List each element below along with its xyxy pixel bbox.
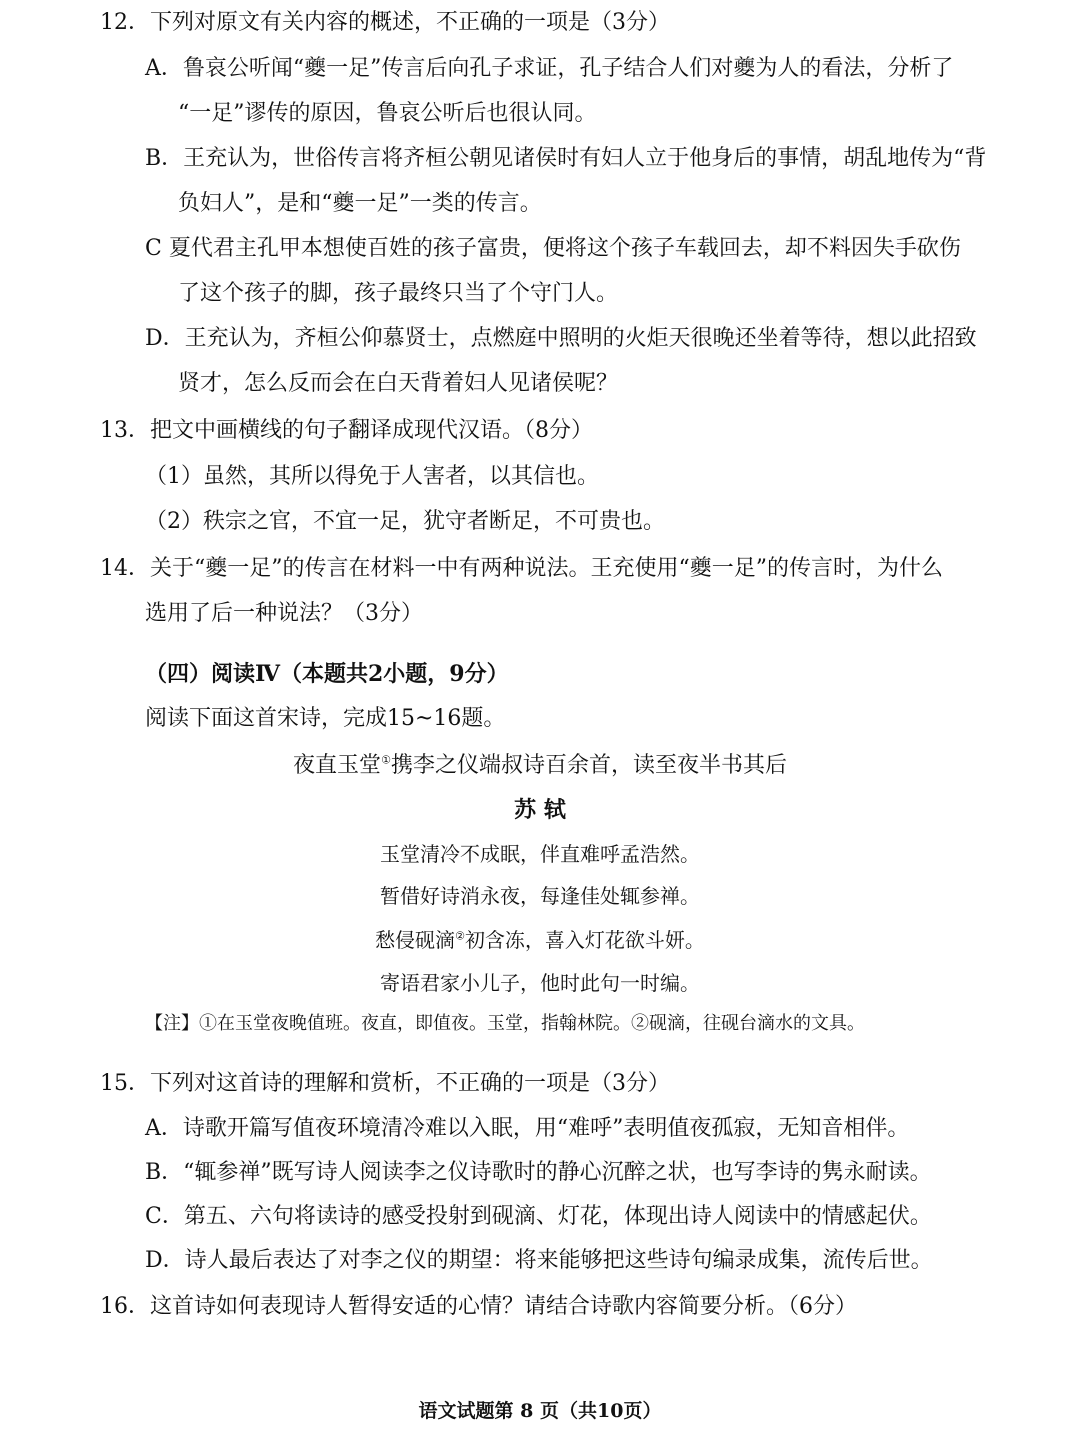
section-heading: （四）阅读Ⅳ（本题共2小题，9分）	[145, 661, 509, 687]
poem-title	[0, 751, 1080, 781]
section-instruction: 阅读下面这首宋诗，完成15~16题。	[145, 706, 506, 731]
q15-option-d: D．诗人最后表达了对李之仪的期望：将来能够把这些诗句编录成集，流传后世。	[145, 1248, 933, 1273]
q12-option-c-line2: 了这个孩子的脚，孩子最终只当了个守门人。	[178, 281, 619, 306]
q14-line2: 选用了后一种说法？（3分）	[145, 601, 423, 626]
q13-stem: 13．把文中画横线的句子翻译成现代汉语。（8分）	[100, 418, 593, 443]
poem-line-1: 玉堂清冷不成眠，伴直难呼孟浩然。	[380, 842, 700, 866]
q14-line1: 14．关于“夔一足”的传言在材料一中有两种说法。王充使用“夔一足”的传言时，为什么	[100, 556, 943, 581]
poem-line-3-part2: 初含冻，喜入灯花欲斗妍。	[464, 928, 705, 952]
poem-line-2: 暂借好诗消永夜，每逢佳处辄参禅。	[380, 884, 700, 908]
q12-option-d-line1: D．王充认为，齐桓公仰慕贤士，点燃庭中照明的火炬天很晚还坐着等待，想以此招致	[145, 326, 977, 351]
q12-stem: 12．下列对原文有关内容的概述，不正确的一项是（3分）	[100, 10, 670, 35]
poem-line-3-note-mark: ②	[455, 929, 465, 943]
poem-author: 苏 轼	[514, 797, 566, 823]
q12-option-a-line2: “一足”谬传的原因，鲁哀公听后也很认同。	[178, 101, 597, 126]
q16-stem: 16．这首诗如何表现诗人暂得安适的心情？请结合诗歌内容简要分析。（6分）	[100, 1294, 857, 1319]
q12-option-c-line1: C 夏代君主孔甲本想使百姓的孩子富贵，便将这个孩子车载回去，却不料因失手砍伤	[145, 236, 961, 261]
poem-title-part1: 夜直玉堂	[293, 753, 382, 778]
q12-option-d-line2: 贤才，怎么反而会在白天背着妇人见诸侯呢？	[178, 371, 619, 396]
poem-line-3	[0, 925, 1080, 955]
poem-line-4: 寄语君家小儿子，他时此句一时编。	[380, 971, 700, 995]
q12-option-b-line2: 负妇人”，是和“夔一足”一类的传言。	[178, 191, 542, 216]
q13-sentence-1: （1）虽然，其所以得免于人害者，以其信也。	[145, 464, 599, 489]
q15-option-c: C．第五、六句将读诗的感受投射到砚滴、灯花，体现出诗人阅读中的情感起伏。	[145, 1204, 932, 1229]
poem-title-note-mark: ①	[381, 753, 391, 767]
q15-option-a: A．诗歌开篇写值夜环境清冷难以入眠，用“难呼”表明值夜孤寂，无知音相伴。	[145, 1116, 910, 1141]
page-footer: 语文试题第 8 页（共10页）	[418, 1400, 662, 1422]
q13-sentence-2: （2）秩宗之官，不宜一足，犹守者断足，不可贵也。	[145, 509, 665, 534]
q15-stem: 15．下列对这首诗的理解和赏析，不正确的一项是（3分）	[100, 1071, 670, 1096]
poem-line-3-part1: 愁侵砚滴	[375, 928, 456, 952]
poem-title-part2: 携李之仪端叔诗百余首，读至夜半书其后	[390, 753, 787, 778]
q12-option-b-line1: B．王充认为，世俗传言将齐桓公朝见诸侯时有妇人立于他身后的事情，胡乱地传为“背	[145, 146, 987, 171]
q15-option-b: B．“辄参禅”既写诗人阅读李之仪诗歌时的静心沉醉之状，也写李诗的隽永耐读。	[145, 1160, 932, 1185]
q12-option-a-line1: A．鲁哀公听闻“夔一足”传言后向孔子求证，孔子结合人们对夔为人的看法，分析了	[145, 56, 954, 81]
poem-note: 【注】①在玉堂夜晚值班。夜直，即值夜。玉堂，指翰林院。②砚滴，往砚台滴水的文具。	[145, 1013, 865, 1034]
